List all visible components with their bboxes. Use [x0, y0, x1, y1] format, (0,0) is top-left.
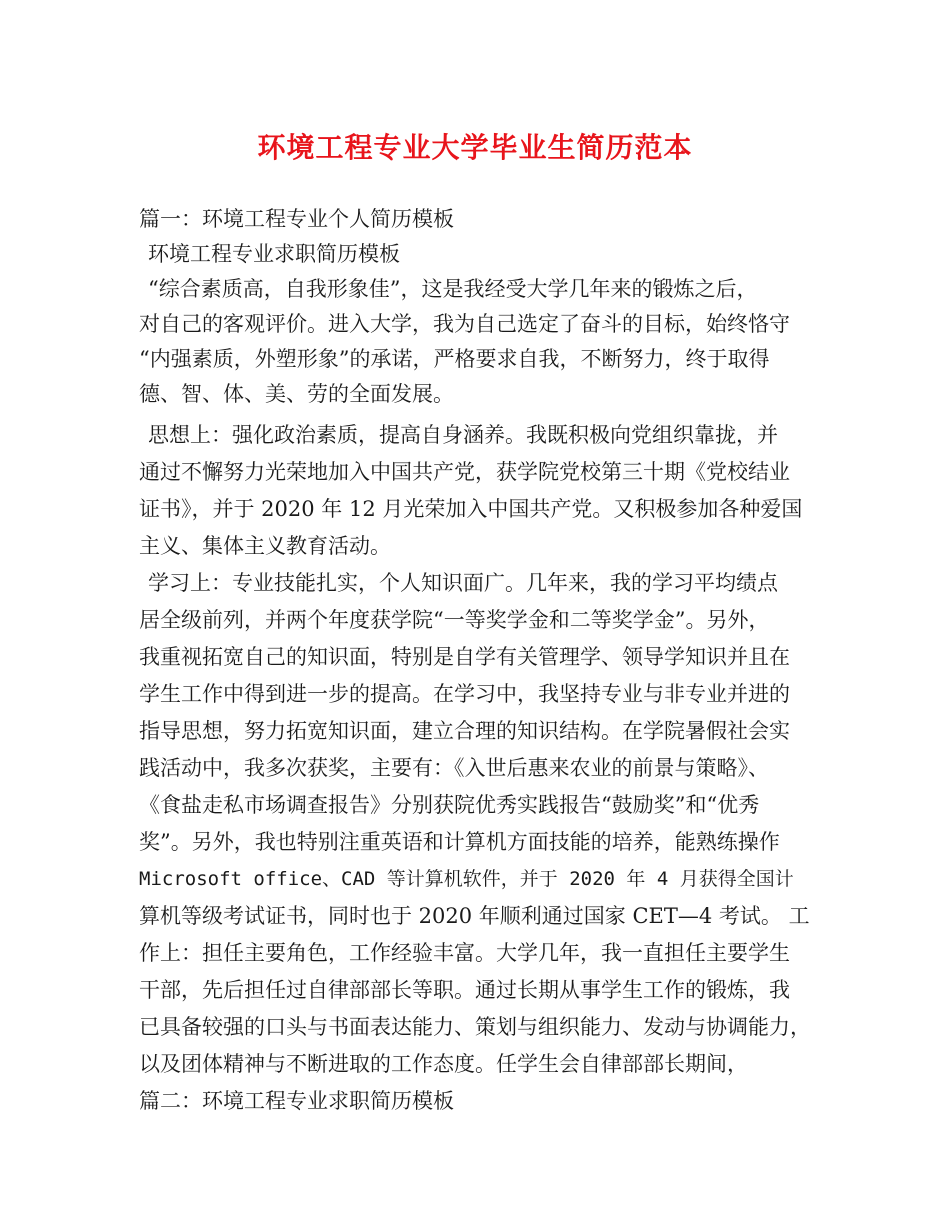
paragraph-line: “综合素质高，自我形象佳”，这是我经受大学几年来的锻炼之后，	[148, 277, 758, 301]
document-title: 环境工程专业大学毕业生简历范本	[257, 131, 693, 164]
paragraph-line: 证书》，并于 2020 年 12 月光荣加入中国共产党。又积极参加各种爱国	[139, 497, 803, 521]
paragraph-line: 践活动中，我多次获奖，主要有：《入世后惠来农业的前景与策略》、	[139, 756, 769, 780]
paragraph-line: 指导思想，努力拓宽知识面，建立合理的知识结构。在学院暑假社会实	[139, 719, 790, 743]
paragraph-line: 德、智、体、美、劳的全面发展。	[139, 382, 454, 406]
paragraph-line: 我重视拓宽自己的知识面，特别是自学有关管理学、领导学知识并且在	[139, 645, 790, 669]
paragraph-line: 学习上：专业技能扎实，个人知识面广。几年来，我的学习平均绩点	[148, 571, 778, 595]
paragraph-line: 干部，先后担任过自律部部长等职。通过长期从事学生工作的锻炼，我	[139, 978, 790, 1002]
paragraph-line: 奖”。另外，我也特别注重英语和计算机方面技能的培养，能熟练操作	[139, 830, 780, 854]
paragraph-line: 居全级前列，并两个年度获学院“一等奖学金和二等奖学金”。另外，	[139, 608, 770, 632]
section-heading: 篇一：环境工程专业个人简历模板	[139, 207, 454, 231]
subheading: 环境工程专业求职简历模板	[148, 242, 400, 266]
paragraph-line: 主义、集体主义教育活动。	[139, 534, 391, 558]
section-heading: 篇二：环境工程专业求职简历模板	[139, 1089, 454, 1113]
paragraph-line: 作上：担任主要角色，工作经验丰富。大学几年，我一直担任主要学生	[139, 941, 790, 965]
paragraph-line: 学生工作中得到进一步的提高。在学习中，我坚持专业与非专业并进的	[139, 682, 790, 706]
paragraph-line: 对自己的客观评价。进入大学，我为自己选定了奋斗的目标，始终恪守	[139, 312, 790, 336]
paragraph-line: 已具备较强的口头与书面表达能力、策划与组织能力、发动与协调能力，	[139, 1015, 811, 1039]
paragraph-line: “内强素质，外塑形象”的承诺，严格要求自我，不断努力，终于取得	[139, 347, 770, 371]
paragraph-line: Microsoft office、CAD 等计算机软件，并于 2020 年 4 月获得全国计	[139, 868, 794, 890]
paragraph-line: 以及团体精神与不断进取的工作态度。任学生会自律部部长期间，	[139, 1052, 748, 1076]
paragraph-line: 通过不懈努力光荣地加入中国共产党，获学院党校第三十期《党校结业	[139, 460, 790, 484]
paragraph-line: 算机等级考试证书，同时也于 2020 年顺利通过国家 CET—4 考试。 工	[139, 904, 810, 928]
paragraph-line: 思想上：强化政治素质，提高自身涵养。我既积极向党组织靠拢，并	[148, 423, 778, 447]
paragraph-line: 《食盐走私市场调查报告》分别获院优秀实践报告“鼓励奖”和“优秀	[139, 793, 760, 817]
